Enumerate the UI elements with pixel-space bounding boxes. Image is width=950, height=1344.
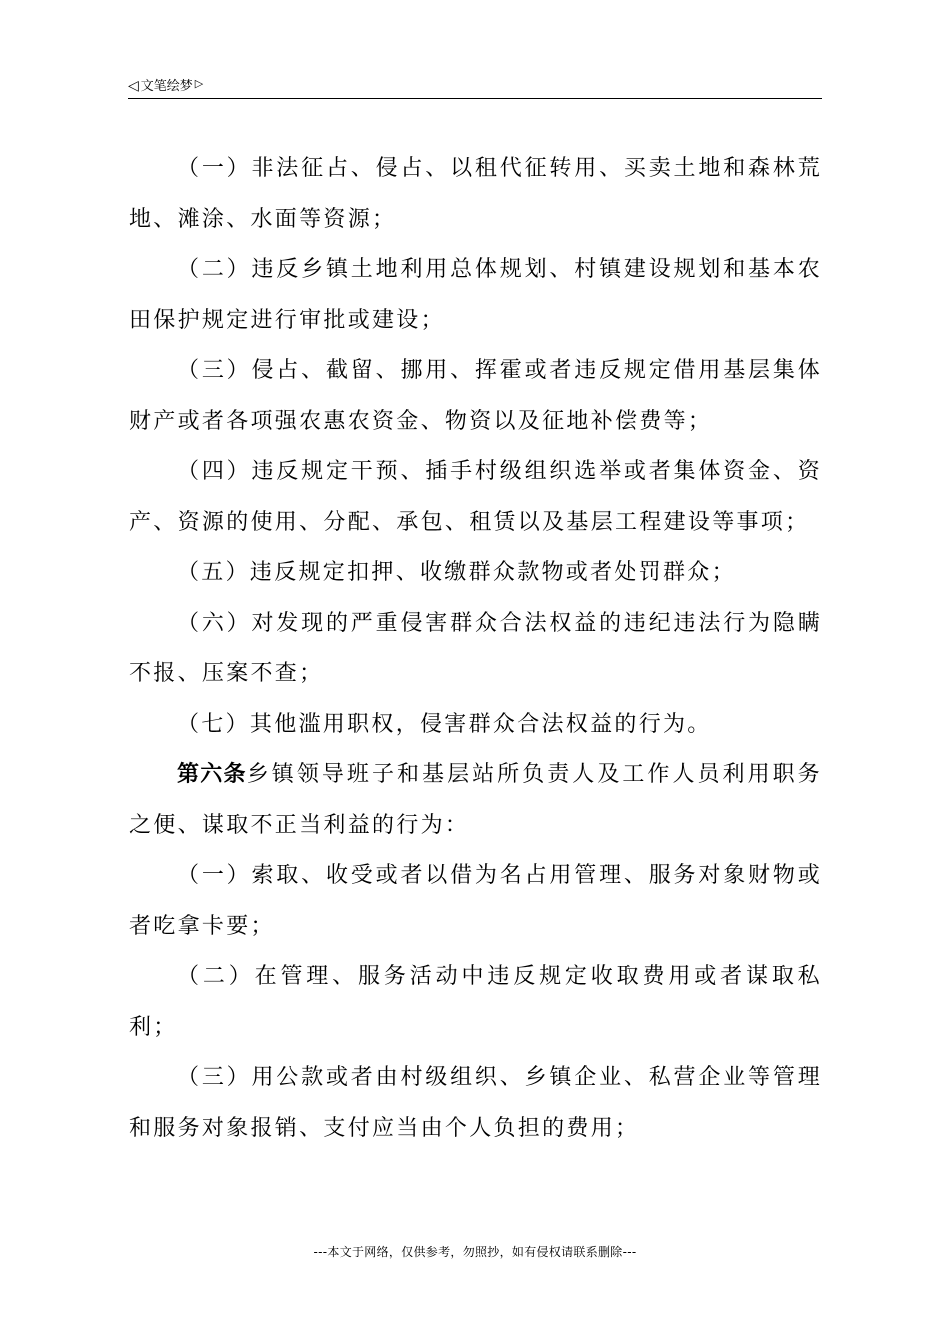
paragraph-clause-6	[129, 599, 822, 700]
paragraph-text: （四）违反规定干预、插手村级组织选举或者集体资金、资产、资源的使用、分配、承包、租赁以及基层工程建设等事项；	[129, 459, 822, 535]
paragraph-article-6-clause-2	[129, 952, 822, 1053]
paragraph-article-6-clause-1	[129, 851, 822, 952]
paragraph-text: （一）非法征占、侵占、以租代征转用、买卖土地和森林荒地、滩涂、水面等资源；	[129, 156, 822, 232]
paragraph-text: （一）索取、收受或者以借为名占用管理、服务对象财物或者吃拿卡要；	[129, 863, 822, 939]
paragraph-article-6-clause-3	[129, 1053, 822, 1154]
paragraph-text: （二）在管理、服务活动中违反规定收取费用或者谋取私利；	[129, 964, 822, 1040]
footer-disclaimer: ---本文于网络，仅供参考，勿照抄，如有侵权请联系删除---	[313, 1245, 637, 1259]
article-number: 第六条	[177, 762, 247, 787]
paragraph-clause-5	[129, 548, 822, 599]
paragraph-clause-1	[129, 144, 822, 245]
paragraph-clause-2	[129, 245, 822, 346]
paragraph-text: （三）侵占、截留、挪用、挥霍或者违反规定借用基层集体财产或者各项强农惠农资金、物资以及征地补偿费等；	[129, 358, 822, 434]
header-divider	[128, 98, 822, 99]
header-title: 文笔绘梦	[140, 78, 193, 94]
document-body	[129, 144, 822, 1154]
paragraph-text: （六）对发现的严重侵害群众合法权益的违纪违法行为隐瞒不报、压案不查；	[129, 610, 822, 686]
paragraph-text: （三）用公款或者由村级组织、乡镇企业、私营企业等管理和服务对象报销、支付应当由个人负担的费用；	[129, 1065, 822, 1141]
paragraph-clause-7	[129, 700, 822, 751]
paragraph-article-6	[129, 750, 822, 851]
paragraph-text: （二）违反乡镇土地利用总体规划、村镇建设规划和基本农田保护规定进行审批或建设；	[129, 257, 822, 333]
right-triangle-icon: ▷	[194, 76, 204, 90]
paragraph-text: （七）其他滥用职权，侵害群众合法权益的行为。	[177, 711, 712, 737]
left-triangle-icon: ◁	[128, 78, 139, 94]
paragraph-text: 乡镇领导班子和基层站所负责人及工作人员利用职务之便、谋取不正当利益的行为：	[129, 762, 822, 838]
page-header	[128, 74, 203, 98]
paragraph-clause-3	[129, 346, 822, 447]
paragraph-text: （五）违反规定扣押、收缴群众款物或者处罚群众；	[177, 560, 736, 585]
paragraph-clause-4	[129, 447, 822, 548]
